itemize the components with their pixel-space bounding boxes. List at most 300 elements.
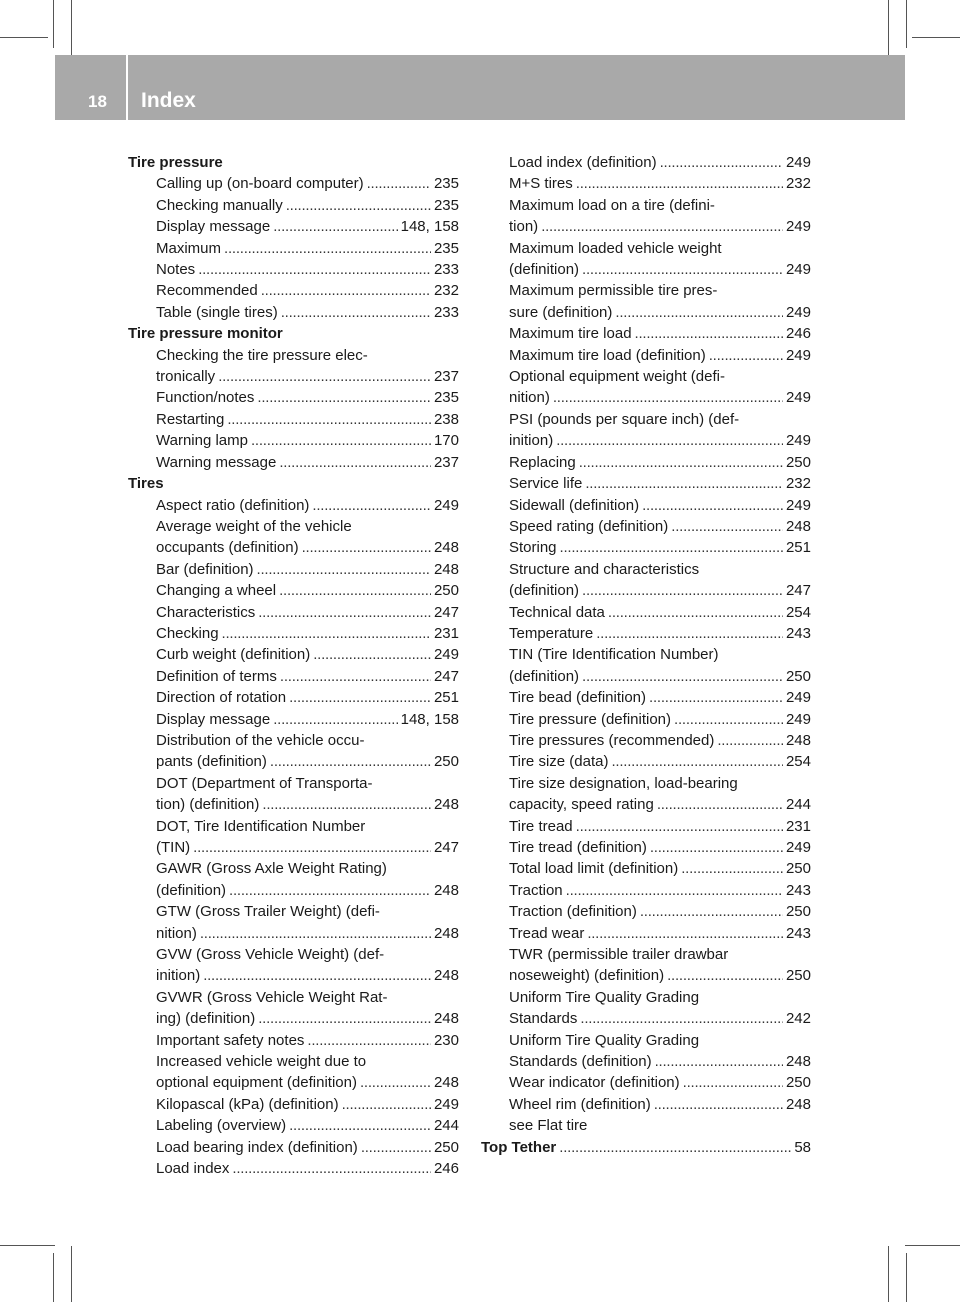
leader-dots <box>649 687 783 708</box>
index-entry-text: Maximum tire load (definition) <box>509 346 706 364</box>
index-entry <box>481 1030 811 1051</box>
index-entry <box>128 794 459 815</box>
page-reference: 233 <box>433 261 459 279</box>
page-reference: 250 <box>785 903 811 921</box>
leader-dots <box>203 965 431 986</box>
index-entry <box>128 644 459 665</box>
index-entry <box>481 152 811 173</box>
index-entry <box>481 323 811 344</box>
index-entry <box>128 623 459 644</box>
index-entry-text: inition) <box>509 432 554 450</box>
leader-dots <box>559 1137 791 1158</box>
index-entry-text: Service life <box>509 475 583 493</box>
index-entry-text: Increased vehicle weight due to <box>156 1053 367 1071</box>
index-entry-text: Standards (definition) <box>509 1053 652 1071</box>
index-entry <box>128 709 459 730</box>
page-reference: 254 <box>785 603 811 621</box>
page-reference: 247 <box>433 839 459 856</box>
index-entry-text: Important safety notes <box>156 1031 305 1049</box>
leader-dots <box>657 794 783 815</box>
index-entry <box>481 430 811 451</box>
index-entry-text: Labeling (overview) <box>156 1117 287 1135</box>
leader-dots <box>280 666 431 687</box>
leader-dots <box>227 409 431 430</box>
index-entry-text: see Flat tire <box>509 1117 588 1135</box>
index-entry <box>128 1051 459 1072</box>
index-entry <box>128 837 459 858</box>
index-entry <box>481 644 811 665</box>
index-entry <box>481 901 811 922</box>
leader-dots <box>289 687 431 708</box>
index-entry-text: Tire size designation, load-bearing <box>509 774 738 792</box>
index-entry-text: Checking the tire pressure elec- <box>156 346 368 364</box>
leader-dots <box>257 387 431 408</box>
page-reference: 231 <box>433 624 459 642</box>
leader-dots <box>229 880 431 901</box>
page-reference: 233 <box>433 303 459 321</box>
leader-dots <box>580 1008 783 1029</box>
page-reference: 243 <box>785 924 811 942</box>
leader-dots <box>576 173 783 194</box>
index-entry <box>128 1158 459 1179</box>
index-entry-text: Optional equipment weight (defi- <box>509 368 725 386</box>
index-heading <box>128 323 459 344</box>
page-reference: 243 <box>785 624 811 642</box>
page-reference: 249 <box>785 710 811 728</box>
leader-dots <box>654 1094 783 1115</box>
leader-dots <box>579 452 783 473</box>
index-entry <box>128 452 459 473</box>
leader-dots <box>193 837 431 858</box>
index-entry-text: Curb weight (definition) <box>156 646 311 664</box>
index-entry-text: tion) <box>509 218 539 236</box>
page-reference: 232 <box>433 282 459 300</box>
leader-dots <box>224 238 431 259</box>
leader-dots <box>541 216 783 237</box>
index-entry-text: sure (definition) <box>509 303 613 321</box>
index-entry <box>128 430 459 451</box>
leader-dots <box>582 259 783 280</box>
index-entry <box>128 216 459 237</box>
crop-mark <box>888 0 889 55</box>
index-entry <box>481 1051 811 1072</box>
index-entry <box>481 1115 811 1136</box>
page-reference: 237 <box>433 453 459 471</box>
leader-dots <box>273 709 397 730</box>
index-entry-text: Warning lamp <box>156 432 248 450</box>
index-entry-text: Distribution of the vehicle occu- <box>156 731 365 749</box>
page-reference: 249 <box>785 496 811 514</box>
index-entry <box>481 473 811 494</box>
page-reference: 249 <box>433 496 459 514</box>
page-reference: 249 <box>785 261 811 279</box>
index-entry <box>481 238 811 259</box>
leader-dots <box>258 1008 431 1029</box>
leader-dots <box>582 666 783 687</box>
leader-dots <box>671 516 783 537</box>
index-entry-text: Traction <box>509 881 563 899</box>
index-entry-text: tronically <box>156 368 216 386</box>
index-entry <box>481 452 811 473</box>
index-entry-text: Load bearing index (definition) <box>156 1138 358 1156</box>
leader-dots <box>660 152 783 173</box>
index-entry-text: PSI (pounds per square inch) (def- <box>509 410 740 428</box>
index-entry-text: Display message <box>156 218 271 236</box>
index-heading-text: Tires <box>128 475 164 493</box>
index-entry <box>128 387 459 408</box>
page-reference: 248 <box>785 1095 811 1113</box>
index-entry <box>481 259 811 280</box>
index-entry <box>128 944 459 965</box>
page-reference: 250 <box>785 453 811 471</box>
index-entry-text: Notes <box>156 261 196 279</box>
index-entry-text: capacity, speed rating <box>509 796 654 814</box>
index-entry-text: Uniform Tire Quality Grading <box>509 988 700 1006</box>
index-entry-text: Load index (definition) <box>509 154 657 171</box>
index-heading-text: Tire pressure monitor <box>128 325 283 343</box>
index-entry-text: GAWR (Gross Axle Weight Rating) <box>156 860 387 878</box>
page-reference: 232 <box>785 475 811 493</box>
page-reference: 170 <box>433 432 459 450</box>
index-entry <box>481 623 811 644</box>
index-entry <box>481 816 811 837</box>
index-entry-text: (TIN) <box>156 839 191 856</box>
index-entry-text: TWR (permissible trailer drawbar <box>509 946 729 964</box>
crop-mark <box>53 1253 54 1302</box>
index-entry-text: Wheel rim (definition) <box>509 1095 651 1113</box>
page-reference: 247 <box>433 667 459 685</box>
index-entry-text: pants (definition) <box>156 753 267 771</box>
page-reference: 248 <box>433 967 459 985</box>
index-entry <box>128 773 459 794</box>
leader-dots <box>582 580 783 601</box>
index-entry <box>481 516 811 537</box>
index-entry-text: Checking <box>156 624 219 642</box>
index-entry <box>128 559 459 580</box>
index-entry <box>481 1094 811 1115</box>
page-reference: 235 <box>433 196 459 214</box>
page-reference: 250 <box>785 667 811 685</box>
leader-dots <box>717 730 783 751</box>
crop-mark <box>906 1253 907 1302</box>
index-entry <box>481 302 811 323</box>
crop-mark <box>53 0 54 48</box>
page-reference: 232 <box>785 175 811 193</box>
crop-mark <box>912 37 960 38</box>
leader-dots <box>709 345 783 366</box>
leader-dots <box>251 430 431 451</box>
index-entry-text: DOT, Tire Identification Number <box>156 817 366 835</box>
page-reference: 249 <box>785 689 811 707</box>
index-entry-text: Bar (definition) <box>156 560 254 578</box>
leader-dots <box>556 430 783 451</box>
index-entry-text: TIN (Tire Identification Number) <box>509 646 719 664</box>
leader-dots <box>286 195 431 216</box>
index-entry <box>481 923 811 944</box>
index-entry-text: Maximum load on a tire (defini- <box>509 196 715 214</box>
index-entry-text: Checking manually <box>156 196 283 214</box>
index-entry <box>128 537 459 558</box>
page-reference: 249 <box>785 154 811 171</box>
index-entry-text: nition) <box>156 924 197 942</box>
page-reference: 250 <box>433 1138 459 1156</box>
index-entry-text: Total load limit (definition) <box>509 860 679 878</box>
index-entry-text: Changing a wheel <box>156 582 277 600</box>
leader-dots <box>222 623 431 644</box>
index-entry-text: Maximum tire load <box>509 325 632 343</box>
index-entry-text: (definition) <box>509 667 580 685</box>
index-entry-text: (definition) <box>509 261 580 279</box>
index-entry <box>128 495 459 516</box>
page-reference: 249 <box>785 303 811 321</box>
index-entry-text: Uniform Tire Quality Grading <box>509 1031 700 1049</box>
index-entry <box>128 666 459 687</box>
leader-dots <box>279 452 431 473</box>
leader-dots <box>258 602 431 623</box>
index-entry <box>128 409 459 430</box>
index-entry-text: Traction (definition) <box>509 903 637 921</box>
index-heading <box>128 152 459 173</box>
index-entry <box>481 387 811 408</box>
leader-dots <box>289 1115 431 1136</box>
leader-dots <box>262 794 431 815</box>
page-reference: 248 <box>785 517 811 535</box>
page-reference: 250 <box>433 582 459 600</box>
leader-dots <box>596 623 783 644</box>
page-reference: 250 <box>785 1074 811 1092</box>
index-entry <box>481 559 811 580</box>
index-entry <box>128 751 459 772</box>
index-entry <box>481 1072 811 1093</box>
index-entry <box>128 195 459 216</box>
index-entry <box>481 366 811 387</box>
page-reference: 243 <box>785 881 811 899</box>
leader-dots <box>307 1030 431 1051</box>
leader-dots <box>218 366 431 387</box>
page-reference: 248 <box>433 560 459 578</box>
index-entry <box>128 516 459 537</box>
index-entry-text: Kilopascal (kPa) (definition) <box>156 1095 339 1113</box>
index-heading-entry <box>481 1137 811 1158</box>
index-entry-text: Tire pressures (recommended) <box>509 731 715 749</box>
index-entry-text: Structure and characteristics <box>509 560 700 578</box>
index-entry <box>128 1137 459 1158</box>
crop-mark <box>71 0 72 55</box>
index-entry-text: Maximum <box>156 239 222 257</box>
leader-dots <box>273 216 397 237</box>
index-entry <box>128 602 459 623</box>
index-entry <box>128 730 459 751</box>
index-entry-text: Function/notes <box>156 389 255 407</box>
leader-dots <box>611 751 782 772</box>
index-entry <box>481 773 811 794</box>
leader-dots <box>650 837 783 858</box>
index-entry <box>481 1008 811 1029</box>
page-reference: 148, 158 <box>400 710 459 728</box>
page-reference: 235 <box>433 175 459 193</box>
index-entry <box>128 1115 459 1136</box>
index-entry-text: Restarting <box>156 410 225 428</box>
index-entry-text: Tire tread (definition) <box>509 839 647 856</box>
index-entry-text: Tire size (data) <box>509 753 609 771</box>
page-reference: 249 <box>785 218 811 236</box>
leader-dots <box>313 644 431 665</box>
index-entry <box>481 709 811 730</box>
index-entry <box>128 987 459 1008</box>
index-entry-text: (definition) <box>509 582 580 600</box>
page-reference: 248 <box>785 731 811 749</box>
index-entry-text: Definition of terms <box>156 667 277 685</box>
index-heading-text: Tire pressure <box>128 154 223 171</box>
leader-dots <box>642 495 783 516</box>
index-entry-text: Sidewall (definition) <box>509 496 640 514</box>
page-reference: 231 <box>785 817 811 835</box>
index-entry <box>481 687 811 708</box>
leader-dots <box>257 559 431 580</box>
crop-mark <box>888 1246 889 1302</box>
page-reference: 230 <box>433 1031 459 1049</box>
index-entry <box>481 987 811 1008</box>
index-entry <box>128 1072 459 1093</box>
index-entry-text: Display message <box>156 710 271 728</box>
leader-dots <box>198 259 431 280</box>
leader-dots <box>312 495 431 516</box>
page-reference: 251 <box>785 539 811 557</box>
index-entry <box>128 280 459 301</box>
page-reference: 246 <box>433 1160 459 1178</box>
index-entry-text: Tire bead (definition) <box>509 689 647 707</box>
index-entry-text: Tire pressure (definition) <box>509 710 672 728</box>
index-entry-text: Average weight of the vehicle <box>156 517 352 535</box>
leader-dots <box>655 1051 783 1072</box>
leader-dots <box>576 816 783 837</box>
page-reference: 246 <box>785 325 811 343</box>
index-entry-text: tion) (definition) <box>156 796 260 814</box>
index-entry <box>128 173 459 194</box>
index-entry <box>481 495 811 516</box>
page-reference: 248 <box>433 924 459 942</box>
index-entry-text: Temperature <box>509 624 594 642</box>
page-reference: 238 <box>433 410 459 428</box>
index-entry <box>128 1094 459 1115</box>
page-reference: 244 <box>785 796 811 814</box>
page-reference: 250 <box>785 860 811 878</box>
index-entry-text: GVWR (Gross Vehicle Weight Rat- <box>156 988 388 1006</box>
index-entry <box>481 409 811 430</box>
crop-mark <box>0 1245 55 1246</box>
leader-dots <box>560 537 783 558</box>
index-entry <box>128 580 459 601</box>
index-entry-text: optional equipment (definition) <box>156 1074 357 1092</box>
index-entry <box>128 858 459 879</box>
leader-dots <box>302 537 431 558</box>
index-entry <box>481 195 811 216</box>
page-reference: 254 <box>785 753 811 771</box>
index-entry <box>481 858 811 879</box>
index-entry-text: Direction of rotation <box>156 689 287 707</box>
page-reference: 148, 158 <box>400 218 459 236</box>
index-entry-text: Speed rating (definition) <box>509 517 669 535</box>
index-entry <box>481 730 811 751</box>
page-reference: 249 <box>785 432 811 450</box>
index-entry <box>481 751 811 772</box>
leader-dots <box>367 173 431 194</box>
index-entry-text: inition) <box>156 967 201 985</box>
header-divider <box>126 55 128 120</box>
index-entry <box>481 602 811 623</box>
index-entry <box>481 880 811 901</box>
index-entry-text: Load index <box>156 1160 230 1178</box>
index-entry <box>481 944 811 965</box>
index-entry <box>128 259 459 280</box>
index-entry-text: ing) (definition) <box>156 1010 256 1028</box>
page-reference: 249 <box>785 346 811 364</box>
leader-dots <box>566 880 783 901</box>
page-reference: 249 <box>785 839 811 856</box>
index-entry <box>128 923 459 944</box>
index-entry-text: Aspect ratio (definition) <box>156 496 310 514</box>
page-reference: 248 <box>433 1074 459 1092</box>
index-entry-text: Characteristics <box>156 603 256 621</box>
leader-dots <box>200 923 431 944</box>
index-entry <box>481 173 811 194</box>
index-entry <box>128 366 459 387</box>
crop-mark <box>0 37 48 38</box>
index-column-left <box>128 152 459 1180</box>
leader-dots <box>608 602 783 623</box>
index-entry-text: Standards <box>509 1010 578 1028</box>
leader-dots <box>587 923 783 944</box>
index-entry <box>128 1008 459 1029</box>
leader-dots <box>674 709 783 730</box>
crop-mark <box>71 1246 72 1302</box>
page-reference: 248 <box>433 796 459 814</box>
index-entry <box>481 666 811 687</box>
index-entry <box>128 345 459 366</box>
index-heading <box>128 473 459 494</box>
index-entry <box>481 580 811 601</box>
index-entry <box>481 837 811 858</box>
leader-dots <box>635 323 783 344</box>
index-entry <box>481 345 811 366</box>
index-entry-text: Tire tread <box>509 817 573 835</box>
index-entry <box>481 537 811 558</box>
crop-mark <box>906 0 907 48</box>
leader-dots <box>640 901 783 922</box>
index-entry <box>481 280 811 301</box>
page-number: 18 <box>88 92 107 111</box>
index-entry-text: nition) <box>509 389 550 407</box>
page-reference: 249 <box>433 646 459 664</box>
index-entry-text: Warning message <box>156 453 277 471</box>
index-entry-text: Technical data <box>509 603 605 621</box>
leader-dots <box>342 1094 431 1115</box>
leader-dots <box>683 1072 783 1093</box>
index-entry <box>128 302 459 323</box>
index-entry <box>481 965 811 986</box>
leader-dots <box>279 580 431 601</box>
page-reference: 242 <box>785 1010 811 1028</box>
index-column-right <box>481 152 811 1158</box>
index-entry-text: noseweight) (definition) <box>509 967 665 985</box>
leader-dots <box>261 280 431 301</box>
page-reference: 247 <box>433 603 459 621</box>
index-entry-text: Wear indicator (definition) <box>509 1074 680 1092</box>
leader-dots <box>585 473 783 494</box>
index-entry <box>128 687 459 708</box>
leader-dots <box>270 751 431 772</box>
index-entry-text: GTW (Gross Trailer Weight) (defi- <box>156 903 380 921</box>
